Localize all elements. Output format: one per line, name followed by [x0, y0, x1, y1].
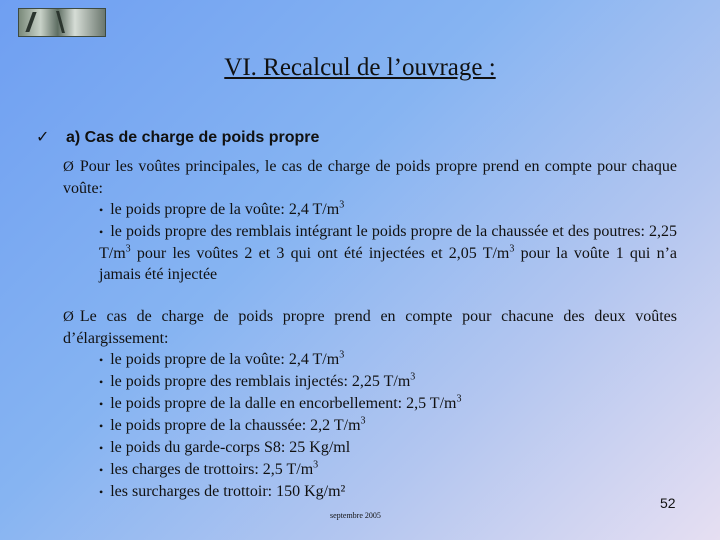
item-superscript: 3: [509, 243, 515, 255]
arrow-bullet-icon: Ø: [63, 159, 74, 175]
item-superscript: 3: [410, 371, 416, 383]
item-text: les surcharges de trottoir: 150 Kg/m²: [110, 483, 346, 500]
page-number: 52: [660, 495, 676, 511]
item-text: le poids propre de la dalle en encorbellement: 2,5 T/m: [110, 395, 457, 412]
bullet-icon: •: [99, 353, 104, 367]
item-text-continued: pour la voûte 1 qui n’a jamais été injectée: [99, 245, 678, 283]
bullet-icon: •: [99, 203, 104, 217]
intro-text: Pour les voûtes principales, le cas de charge de poids propre prend en compte pour chaque voûte:: [63, 158, 677, 197]
item-superscript: 3: [360, 415, 366, 427]
item-superscript: 3: [313, 459, 319, 471]
list-item: [99, 199, 677, 221]
intro-text: Le cas de charge de poids propre prend en compte pour chacune des deux voûtes d’élargissement:: [63, 308, 677, 347]
item-text: le poids propre de la voûte: 2,4 T/m: [110, 201, 340, 218]
list-item: [99, 459, 677, 481]
item-text: le poids du garde-corps S8: 25 Kg/ml: [110, 439, 351, 456]
item-text-continued: pour les voûtes 2 et 3 qui ont été injectées et 2,05 T/m: [130, 245, 510, 262]
section-intro: [63, 306, 677, 349]
bullet-icon: •: [99, 463, 104, 477]
list-item: [99, 481, 677, 503]
bullet-icon: •: [99, 441, 104, 455]
bullet-icon: •: [99, 485, 104, 499]
section-voutes-elargissement: [63, 306, 677, 503]
item-superscript: 3: [339, 349, 345, 361]
item-text: les charges de trottoirs: 2,5 T/m: [110, 461, 314, 478]
section-intro: [63, 156, 677, 199]
checkmark-icon: ✓: [36, 129, 50, 146]
bullet-icon: •: [99, 419, 104, 433]
arrow-bullet-icon: Ø: [63, 309, 74, 325]
item-text: le poids propre des remblais intégrant le poids propre de la chaussée et des poutres: 2,25 T/m: [99, 223, 678, 262]
list-item: [99, 393, 677, 415]
bullet-icon: •: [99, 397, 104, 411]
item-superscript: 3: [339, 199, 345, 211]
item-list: [63, 199, 677, 285]
item-list: [63, 349, 677, 503]
item-text: le poids propre de la voûte: 2,4 T/m: [110, 351, 340, 368]
section-subtitle: [36, 127, 319, 147]
item-text: le poids propre des remblais injectés: 2,25 T/m: [110, 373, 411, 390]
section-voutes-principales: [63, 156, 677, 285]
footer-date: septembre 2005: [330, 511, 381, 520]
slide-title: VI. Recalcul de l’ouvrage :: [224, 54, 496, 81]
list-item: [99, 437, 677, 459]
bullet-icon: •: [99, 375, 104, 389]
header-logo-image: [18, 8, 106, 37]
list-item: [99, 221, 677, 285]
item-superscript: 3: [456, 393, 462, 405]
list-item: [99, 415, 677, 437]
list-item: [99, 371, 677, 393]
item-superscript: 3: [125, 243, 131, 255]
bullet-icon: •: [99, 225, 104, 239]
list-item: [99, 349, 677, 371]
item-text: le poids propre de la chaussée: 2,2 T/m: [110, 417, 361, 434]
subtitle-text: a) Cas de charge de poids propre: [66, 129, 320, 146]
